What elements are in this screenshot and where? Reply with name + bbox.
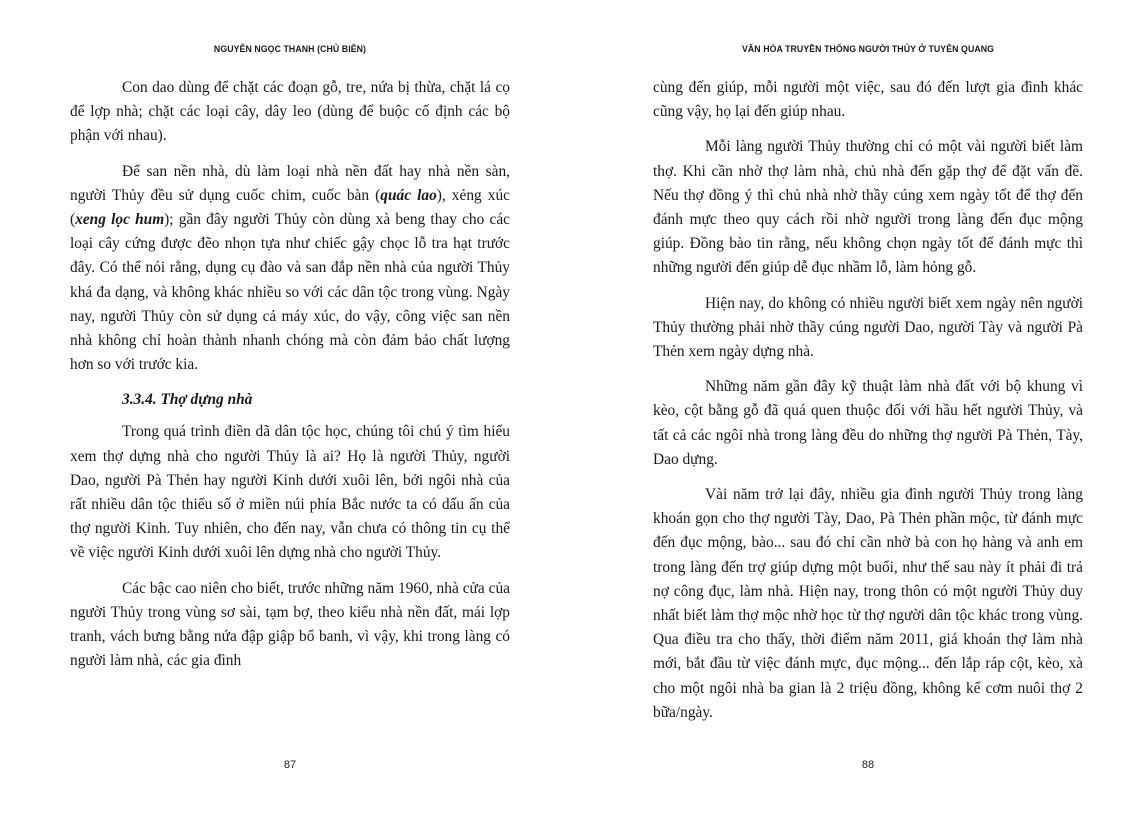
page-body [70, 76, 510, 684]
paragraph [70, 160, 510, 378]
emphasized-term: xeng lọc hum [75, 211, 165, 229]
paragraph: Mỗi làng người Thủy thường chỉ có một vài người biết làm thợ. Khi cần nhờ thợ làm nhà, chủ nhà đến gặp thợ để đặt vấn đề. Nếu thợ đồng ý thì chủ nhà nhờ thầy cúng xem ngày tốt để thợ đến đánh mực theo quy cách rồi nhờ người trong làng đến đục mộng giúp. Đồng bào tin rằng, nếu không chọn ngày tốt để đánh mực thì những người đến giúp dễ đục nhầm lỗ, làm hỏng gỗ. [653, 138, 1083, 277]
text-run: ); gần đây người Thủy còn dùng xà beng thay cho các loại cây cứng được đẽo nhọn tựa như chiếc gậy chọc lỗ tra hạt trước đây. Có thể nói rằng, dụng cụ đào và san đắp nền nhà của người Thủy khá đa dạng, và không khác nhiều so với các dân tộc trong vùng. Ngày nay, người Thủy còn sử dụng cả máy xúc, do vậy, công việc san nền nhà không chỉ hoàn thành nhanh chóng mà còn đảm bảo chất lượng hơn so với trước kia. [70, 211, 510, 374]
text-run: Để san nền nhà, dù làm loại nhà nền đất hay nhà nền sàn, người Thủy đều sử dụng cuốc chim, cuốc bàn ( [70, 162, 510, 204]
paragraph: Những năm gần đây kỹ thuật làm nhà đất với bộ khung vì kèo, cột bằng gỗ đã quá quen thuộc đối với hầu hết người Thủy, và tất cả các ngôi nhà trong làng đều do những thợ người Pà Thẻn, Tày, Dao dựng. [653, 378, 1083, 468]
paragraph: cùng đến giúp, mỗi người một việc, sau đó đến lượt gia đình khác cũng vậy, họ lại đến giúp nhau. [653, 79, 1083, 121]
paragraph: Con dao dùng để chặt các đoạn gỗ, tre, nứa bị thừa, chặt lá cọ để lợp nhà; chặt các loại cây, dây leo (dùng để buộc cố định các bộ phận với nhau). [70, 79, 510, 145]
left-page [70, 0, 510, 814]
emphasized-term: quác lao [380, 186, 437, 204]
paragraph: Hiện nay, do không có nhiều người biết xem ngày nên người Thủy thường phải nhờ thầy cúng người Dao, người Tày và người Pà Thẻn xem ngày dựng nhà. [653, 294, 1083, 361]
running-head: NGUYỄN NGỌC THANH (CHỦ BIÊN) [213, 44, 367, 55]
text-run: ), xẻng xúc ( [70, 186, 511, 229]
paragraph: Vài năm trở lại đây, nhiều gia đình người Thủy trong làng khoán gọn cho thợ người Tày, Dao, Pà Thẻn phần mộc, từ đánh mực đến đục mộng, bào... sau đó chỉ cần nhờ bà con họ hàng và anh em trong làng đến trợ giúp dựng một buổi, như thế sau này ít phải đi trả nợ công đục, làm nhà. Hiện nay, trong thôn có một người Thủy duy nhất biết làm thợ mộc nhờ học từ thợ người dân tộc khác trong vùng. Qua điều tra cho thấy, thời điểm năm 2011, giá khoán thợ làm nhà mới, bắt đầu từ việc đánh mực, đục mộng... đến lắp ráp cột, kèo, xà cho một ngôi nhà ba gian là 2 triệu đồng, không kể cơm nuôi thợ 2 bữa/ngày. [653, 486, 1083, 721]
page-body [653, 76, 1083, 736]
right-page [653, 0, 1083, 814]
paragraph: Trong quá trình điền dã dân tộc học, chúng tôi chú ý tìm hiểu xem thợ dựng nhà cho người Thủy là ai? Họ là người Thủy, người Dao, người Pà Thẻn hay người Kinh dưới xuôi lên, bởi ngôi nhà của rất nhiều dân tộc thiểu số ở miền núi phía Bắc nước ta có dấu ấn của thợ người Kinh. Tuy nhiên, cho đến nay, vẫn chưa có thông tin cụ thể về việc người Kinh dưới xuôi lên dựng nhà cho người Thủy. [70, 423, 510, 562]
page-number: 88 [861, 759, 875, 771]
running-head: VĂN HÓA TRUYỀN THỐNG NGƯỜI THỦY Ở TUYÊN QUANG [741, 44, 995, 55]
paragraph: Các bậc cao niên cho biết, trước những năm 1960, nhà cửa của người Thủy trong vùng sơ sài, tạm bợ, theo kiểu nhà nền đất, mái lợp tranh, vách bưng bằng nứa đập giập bổ banh, vì vậy, khi trong làng có người làm nhà, các gia đình [70, 579, 510, 670]
section-heading: 3.3.4. Thợ dựng nhà [122, 391, 253, 409]
page-number: 87 [283, 759, 297, 771]
